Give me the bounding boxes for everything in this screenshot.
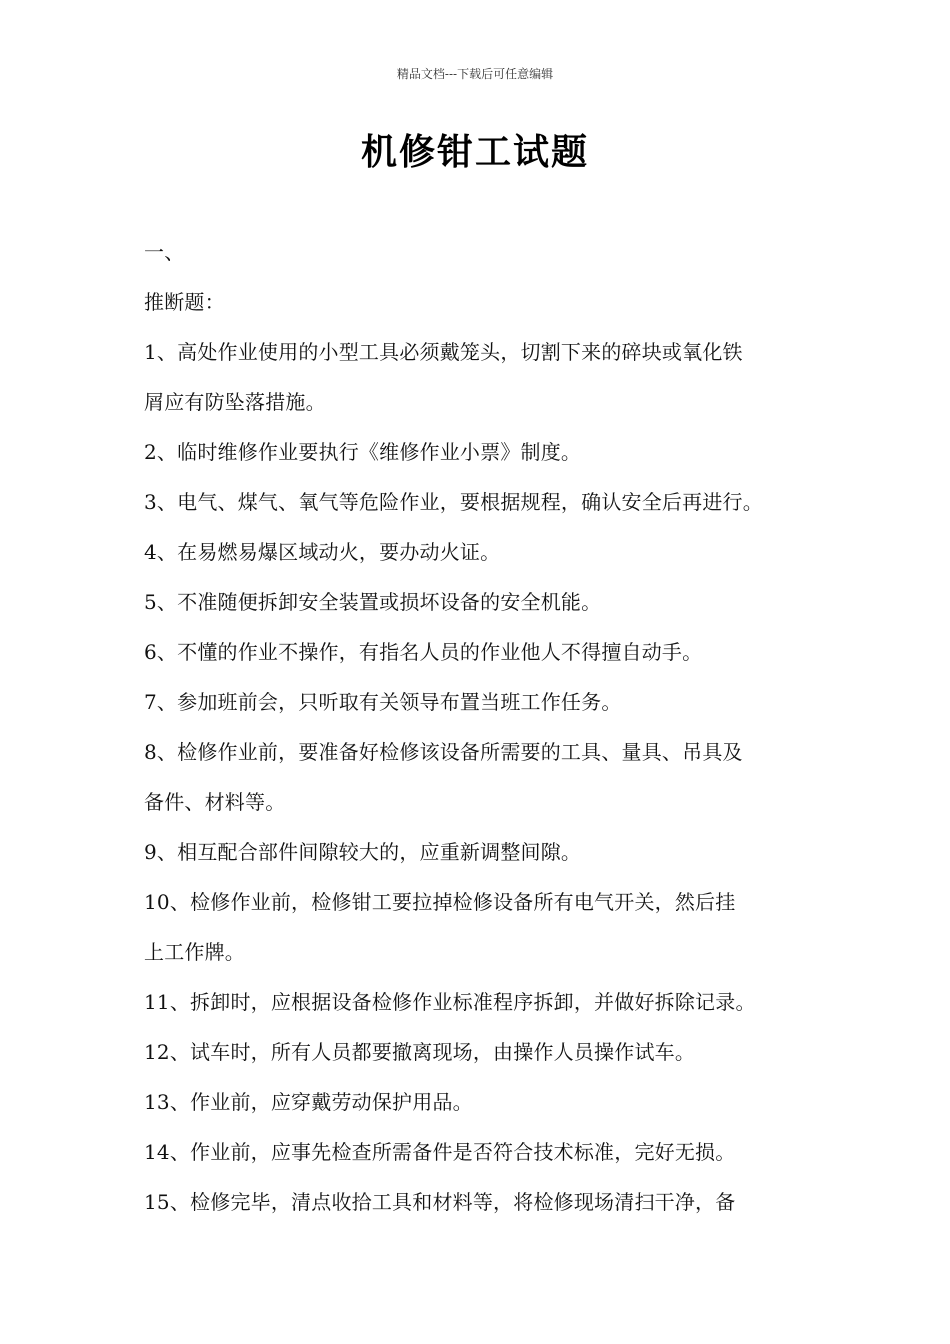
text-line: 9、相互配合部件间隙较大的，应重新调整间隙。 — [144, 840, 582, 864]
text-line: 一、 — [144, 240, 185, 264]
text-line: 8、检修作业前，要准备好检修该设备所需要的工具、量具、吊具及 — [144, 740, 743, 764]
text-line: 2、临时维修作业要执行《维修作业小票》制度。 — [144, 440, 582, 464]
text-line: 7、参加班前会，只听取有关领导布置当班工作任务。 — [144, 690, 622, 714]
text-line: 6、不懂的作业不操作，有指名人员的作业他人不得擅自动手。 — [144, 640, 703, 664]
text-line: 13、作业前，应穿戴劳动保护用品。 — [144, 1090, 473, 1114]
text-line: 4、在易燃易爆区域动火，要办动火证。 — [144, 540, 501, 564]
text-line: 14、作业前，应事先检查所需备件是否符合技术标准，完好无损。 — [144, 1140, 736, 1164]
text-line: 10、检修作业前，检修钳工要拉掉检修设备所有电气开关，然后挂 — [144, 890, 736, 914]
text-line: 1、高处作业使用的小型工具必须戴笼头，切割下来的碎块或氧化铁 — [144, 340, 743, 364]
text-line: 11、拆卸时，应根据设备检修作业标准程序拆卸，并做好拆除记录。 — [144, 990, 756, 1014]
text-line: 5、不准随便拆卸安全装置或损坏设备的安全机能。 — [144, 590, 602, 614]
text-line: 屑应有防坠落措施。 — [144, 390, 326, 414]
text-line: 12、试车时，所有人员都要撤离现场，由操作人员操作试车。 — [144, 1040, 696, 1064]
text-line: 3、电气、煤气、氧气等危险作业，要根据规程，确认安全后再进行。 — [144, 490, 763, 514]
text-line: 上工作牌。 — [144, 940, 245, 964]
document-body — [144, 234, 834, 1234]
text-line: 推断题： — [144, 290, 225, 314]
document-title: 机修钳工试题 — [360, 132, 589, 173]
text-line: 15、检修完毕，清点收拾工具和材料等，将检修现场清扫干净，备 — [144, 1190, 736, 1214]
page-header: 精品文档---下载后可任意编辑 — [396, 67, 554, 81]
text-line: 备件、材料等。 — [144, 790, 286, 814]
